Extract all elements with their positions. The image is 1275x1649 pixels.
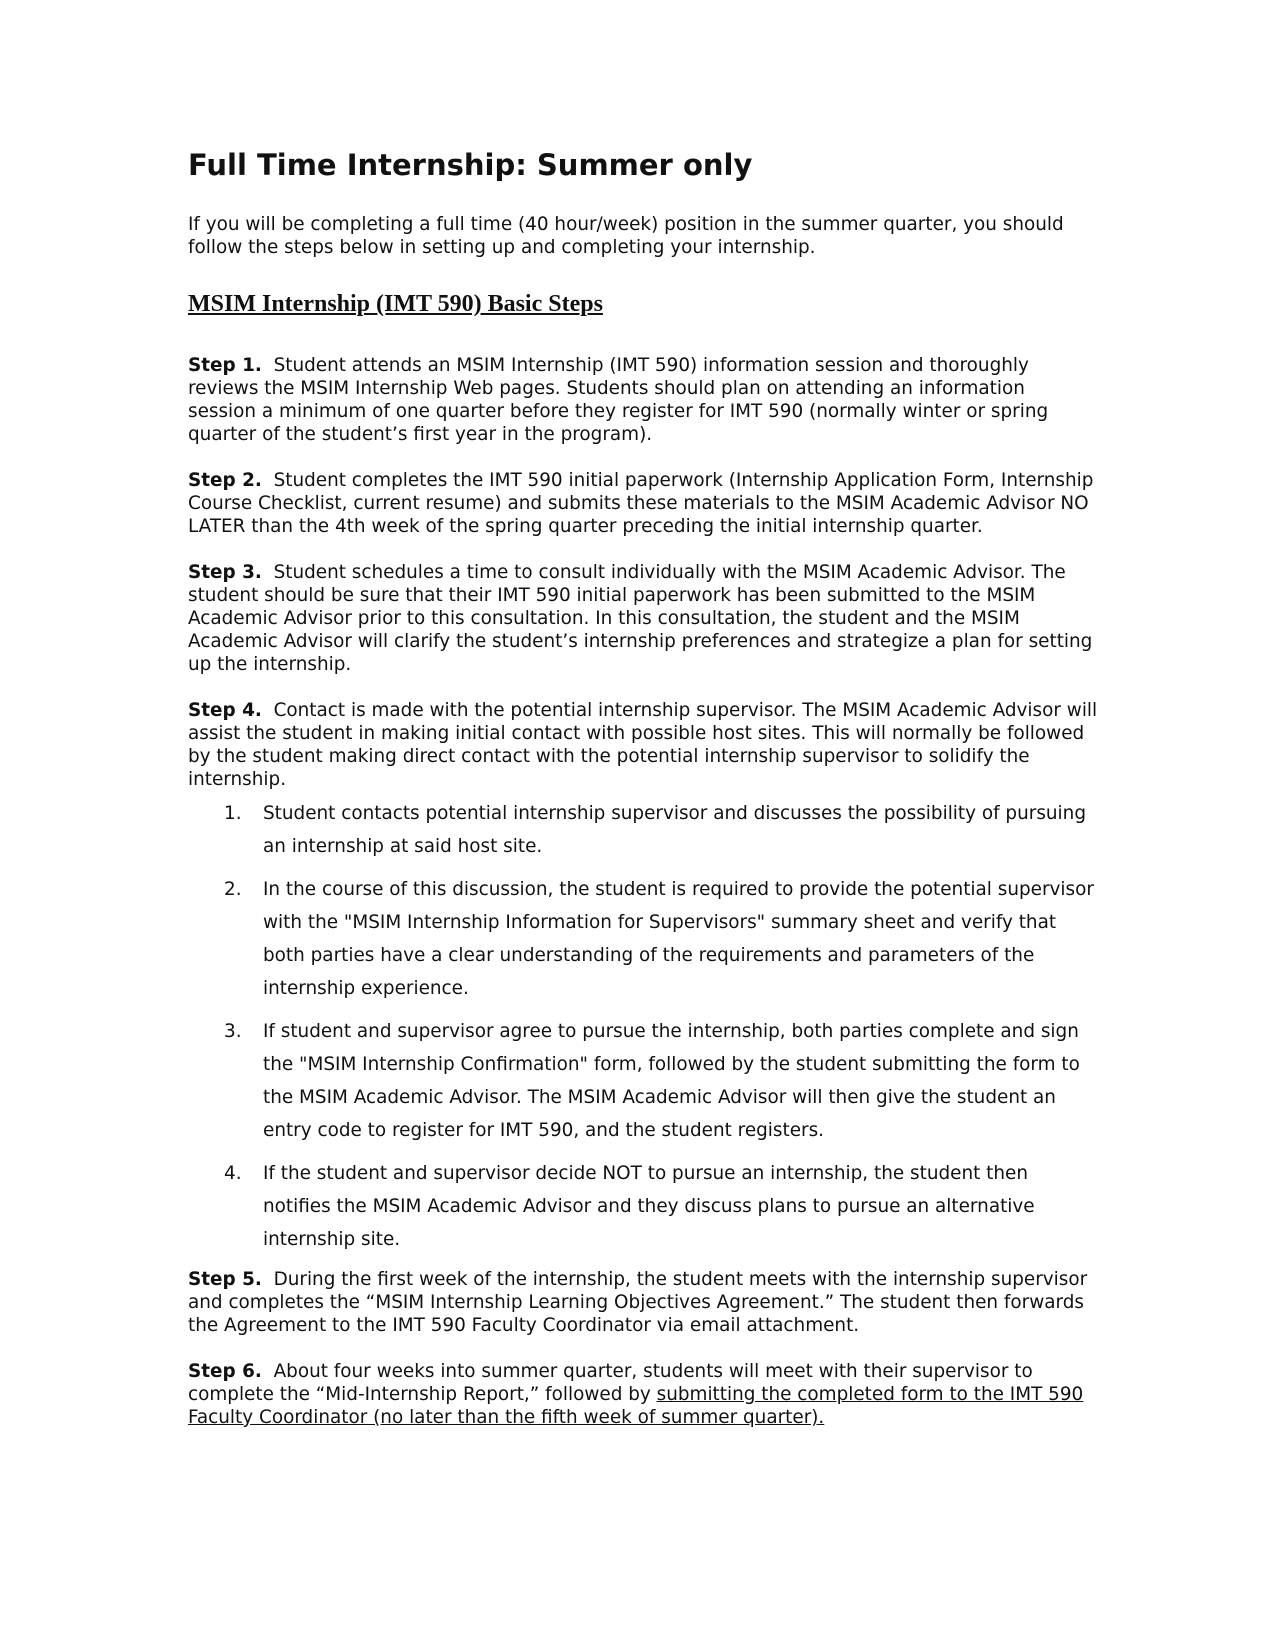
list-number: 2. bbox=[224, 879, 242, 900]
underlined-deadline-text: submitting the completed form to the IMT 590 Faculty Coordinator (no later than the fifth week of summer quarter). bbox=[188, 1384, 1084, 1428]
step-4-substeps bbox=[188, 797, 1098, 1256]
step-label: Step 5. bbox=[188, 1269, 262, 1290]
step-text: Student attends an MSIM Internship (IMT 590) information session and thoroughly reviews the MSIM Internship Web pages. Students should plan on attending an information session a minimum of one quarter before they register for IMT 590 (normally winter or spring quarter of the student’s first year in the program). bbox=[188, 355, 1049, 445]
list-item bbox=[188, 797, 1098, 863]
step-label: Step 2. bbox=[188, 470, 262, 491]
list-item bbox=[188, 1157, 1098, 1256]
step-label: Step 3. bbox=[188, 562, 262, 583]
page-title: Full Time Internship: Summer only bbox=[188, 148, 753, 182]
step-label: Step 6. bbox=[188, 1361, 262, 1382]
step-5 bbox=[188, 1268, 1098, 1337]
step-3 bbox=[188, 561, 1098, 676]
list-number: 4. bbox=[224, 1163, 242, 1184]
document-page bbox=[188, 145, 1098, 1452]
list-number: 1. bbox=[224, 803, 242, 824]
list-item bbox=[188, 1015, 1098, 1147]
step-label: Step 1. bbox=[188, 355, 262, 376]
step-text: Student completes the IMT 590 initial paperwork (Internship Application Form, Internship Course Checklist, current resume) and submits these materials to the MSIM Academic Advisor NO LATER than the 4th week of the spring quarter preceding the initial internship quarter. bbox=[188, 470, 1094, 537]
step-4 bbox=[188, 699, 1098, 791]
list-text: Student contacts potential internship supervisor and discusses the possibility of pursuing an internship at said host site. bbox=[263, 803, 1086, 857]
step-text: During the first week of the internship, the student meets with the internship supervisor and completes the “MSIM Internship Learning Objectives Agreement.” The student then forwards the Agreement to the IMT 590 Faculty Coordinator via email attachment. bbox=[188, 1269, 1088, 1336]
list-text: In the course of this discussion, the student is required to provide the potential supervisor with the "MSIM Internship Information for Supervisors" summary sheet and verify that both parties have a clear understanding of the requirements and parameters of the internship experience. bbox=[263, 879, 1094, 999]
list-number: 3. bbox=[224, 1021, 242, 1042]
list-item bbox=[188, 873, 1098, 1005]
section-heading: MSIM Internship (IMT 590) Basic Steps bbox=[188, 291, 603, 317]
step-text: Contact is made with the potential internship supervisor. The MSIM Academic Advisor will assist the student in making initial contact with possible host sites. This will normally be followed by the student making direct contact with the potential internship supervisor to solidify the internship. bbox=[188, 700, 1098, 790]
step-6 bbox=[188, 1360, 1098, 1429]
step-2 bbox=[188, 469, 1098, 538]
step-label: Step 4. bbox=[188, 700, 262, 721]
step-text: Student schedules a time to consult individually with the MSIM Academic Advisor. The student should be sure that their IMT 590 initial paperwork has been submitted to the MSIM Academic Advisor prior to this consultation. In this consultation, the student and the MSIM Academic Advisor will clarify the student’s internship preferences and strategize a plan for setting up the internship. bbox=[188, 562, 1093, 675]
step-text: About four weeks into summer quarter, students will meet with their supervisor to complete the “Mid-Internship Report,” followed by bbox=[188, 1361, 1033, 1405]
intro-paragraph: If you will be completing a full time (40 hour/week) position in the summer quarter, you should follow the steps below in setting up and completing your internship. bbox=[188, 214, 1064, 258]
step-1 bbox=[188, 354, 1098, 446]
list-text: If the student and supervisor decide NOT to pursue an internship, the student then notifies the MSIM Academic Advisor and they discuss plans to pursue an alternative internship site. bbox=[263, 1163, 1035, 1250]
list-text: If student and supervisor agree to pursue the internship, both parties complete and sign the "MSIM Internship Confirmation" form, followed by the student submitting the form to the MSIM Academic Advisor. The MSIM Academic Advisor will then give the student an entry code to register for IMT 590, and the student registers. bbox=[263, 1021, 1080, 1141]
